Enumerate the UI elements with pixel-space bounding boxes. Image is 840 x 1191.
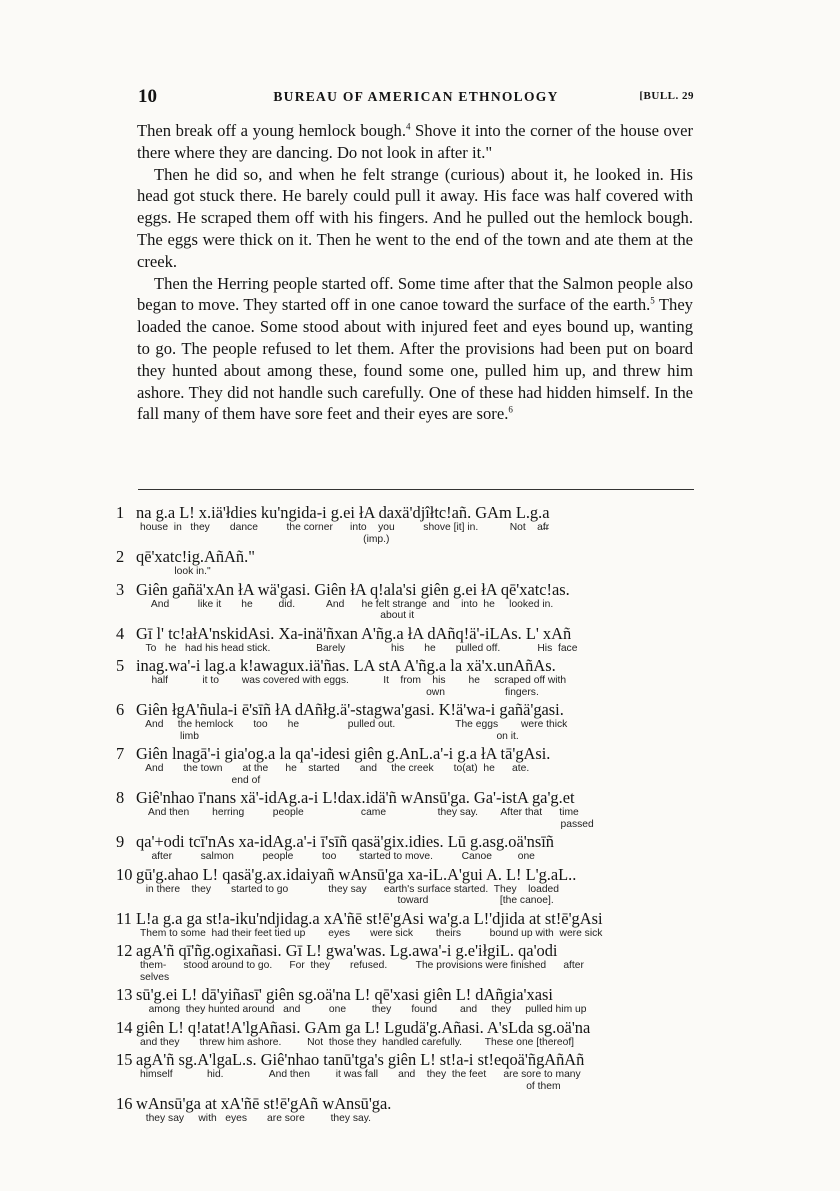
footnote-marker: 6 (508, 404, 513, 415)
native-text: inag.wa'-i lag.a k!awagux.iä'ñas. LA stA A'ñg.a la xä'x.unAñAs. (136, 656, 556, 675)
line-number: 4 (116, 623, 125, 643)
translation-text (137, 120, 693, 425)
section-divider (138, 489, 694, 490)
line-number: 9 (116, 832, 125, 851)
paragraph-text: Then break off a young hemlock bough. (137, 121, 406, 140)
interlinear-gloss: And the hemlock too he pulled out. The eggs were thick limb on it. (145, 719, 568, 742)
text-line (116, 1094, 696, 1125)
line-number: 3 (116, 579, 125, 599)
interlinear-gloss: And like it he did. And he felt strange and into he looked in. about it (150, 598, 554, 621)
line-number: 10 (116, 864, 133, 884)
text-line (116, 941, 696, 983)
footnote-marker: 5 (650, 295, 655, 306)
paragraph-text: Then the Herring people started off. Some time after that the Salmon people also began to move. They started off in one canoe toward the surface of the earth. (137, 273, 693, 315)
line-number: 6 (116, 700, 125, 719)
interlinear-gloss: himself hid. And then it was fall and they the feet are sore to many of them (140, 1069, 581, 1092)
native-text: na g.a L! x.iä'łdies ku'ngida-i g.ei łA daxä'djîłtc!añ. GAm L.g.a (136, 503, 550, 522)
text-line (116, 1050, 696, 1092)
interlinear-gloss: And the town at the he started and the creek to(at) he ate. end of (145, 763, 530, 786)
line-number: 5 (116, 656, 125, 675)
text-line (116, 744, 696, 786)
text-line (116, 547, 696, 578)
page-number: 10 (138, 86, 157, 107)
interlinear-gloss: after salmon people too started to move. Canoe one (140, 851, 535, 862)
text-line (116, 624, 696, 655)
running-title: BUREAU OF AMERICAN ETHNOLOGY (273, 89, 559, 104)
native-text: Giên lnagā'-i gia'og.a la qa'-idesi giên g.AnL.a'-i g.a łA tā'gAsi. (136, 744, 551, 763)
line-number: 14 (116, 1017, 133, 1037)
paragraph (137, 120, 693, 164)
text-line (116, 503, 696, 545)
interlinear-gloss: And then herring people came they say. After that time passed (148, 807, 594, 830)
bulletin-label: [BULL. 29 (639, 90, 694, 102)
line-number: 12 (116, 941, 133, 960)
line-number: 16 (116, 1094, 133, 1113)
native-text: Gī l' tc!ałA'nskidAsi. Xa-inä'ñxan A'ñg.a łA dAñq!ä'-iLAs. L' xAñ (136, 623, 572, 643)
text-line (116, 909, 696, 940)
paragraph-text: Shove it into the corner of the house over there where they are dancing. Do not look in after it." (137, 121, 693, 162)
interlinear-gloss: half it to was covered with eggs. It from his he scraped off with own fingers. (151, 675, 567, 698)
native-text: agA'ñ sg.A'lgaL.s. Giê'nhao tanū'tga's giên L! st!a-i st!eqoä'ñgAñAñ (136, 1050, 585, 1069)
interlinear-gloss: among they hunted around and one they found and they pulled him up (140, 1004, 587, 1015)
interlinear-gloss: look in." (140, 566, 211, 577)
interlinear-text (116, 503, 696, 1127)
paragraph (137, 273, 693, 426)
line-number: 1 (116, 503, 125, 522)
interlinear-gloss: and they threw him ashore. Not those they handled carefully. These one [thereof] (140, 1036, 575, 1048)
text-line (116, 1018, 696, 1049)
paragraph-text: Then he did so, and when he felt strange (curious) about it, he looked in. His head got stuck there. He barely could pull it away. His face was half covered with eggs. He scraped them off with his fingers. And he pulled out the hemlock bough. The eggs were thick on it. Then he went to the end of the town and ate them at the creek. (137, 164, 693, 271)
interlinear-gloss: To he had his head stick. Barely his he pulled off. His face (140, 642, 578, 654)
text-line (116, 788, 696, 830)
native-text: Giê'nhao ī'nans xä'-idAg.a-i L!dax.idä'ñ wAnsū'ga. Ga'-istA ga'g.et (136, 788, 575, 807)
native-text: sū'g.ei L! dā'yiñasī' giên sg.oä'na L! qē'xasi giên L! dAñgia'xasi (136, 985, 553, 1004)
native-text: gū'g.ahao L! qasä'g.ax.idaiyañ wAnsū'ga xa-iL.A'gui A. L! L'g.aL.. (136, 864, 577, 884)
interlinear-gloss: in there they started to go they say earth's surface started. They loaded toward [the canoe]. (145, 883, 560, 906)
line-number: 15 (116, 1050, 133, 1069)
native-text: L!a g.a ga st!a-iku'ndjidag.a xA'ñē st!ē'gAsi wa'g.a L!'djida at st!ē'gAsi (136, 908, 603, 928)
footnote-marker: 4 (405, 121, 411, 132)
line-number: 2 (116, 547, 125, 566)
text-line (116, 865, 696, 907)
native-text: agA'ñ qī'ñg.ogixañasi. Gī L! gwa'was. Lg.awa'-i g.e'iłgiL. qa'odi (136, 941, 558, 960)
native-text: Giên łgA'ñula-i ē'sīñ łA dAñłg.ä'-stagwa'gasi. K!ä'wa-i gañä'gasi. (136, 700, 564, 719)
text-line (116, 985, 696, 1016)
interlinear-gloss: house in they dance the corner into you shove [it] in. Not af̶r (imp.) (140, 522, 550, 545)
native-text: qa'+odi tcī'nAs xa-idAg.a'-i ī'sīñ qasä'gix.idies. Lū g.asg.oä'nsīñ (136, 832, 554, 851)
line-number: 11 (116, 908, 132, 928)
native-text: Giên gañä'xAn łA wä'gasi. Giên łA q!ala'si giên g.ei łA qē'xatc!as. (136, 579, 570, 599)
native-text: wAnsū'ga at xA'ñē st!ē'gAñ wAnsū'ga. (136, 1094, 392, 1113)
paragraph (137, 164, 693, 273)
text-line (116, 580, 696, 622)
text-line (116, 700, 696, 742)
interlinear-gloss: they say with eyes are sore they say. (140, 1113, 372, 1124)
line-number: 8 (116, 788, 125, 807)
page-header (138, 86, 694, 108)
interlinear-gloss: Them to some had their feet tied up eyes were sick theirs bound up with were sick (140, 927, 603, 939)
native-text: qē'xatc!ig.AñAñ." (136, 547, 255, 566)
line-number: 7 (116, 744, 125, 763)
paragraph-text: They loaded the canoe. Some stood about with injured feet and eyes bound up, wanting to go. The people refused to let them. After the provisions had been put on board they hunted about among these, found some one, pulled him up, and threw him ashore. They did not handle such carefully. One of these had hidden himself. In the fall many of them have sore feet and their eyes are sore. (137, 295, 693, 424)
line-number: 13 (116, 985, 133, 1004)
interlinear-gloss: them- stood around to go. For they refused. The provisions were finished after selves (140, 960, 584, 983)
text-line (116, 656, 696, 698)
text-line (116, 832, 696, 863)
native-text: giên L! q!atat!A'lgAñasi. GAm ga L! Lgudä'g.Añasi. A'sLda sg.oä'na (136, 1017, 591, 1037)
